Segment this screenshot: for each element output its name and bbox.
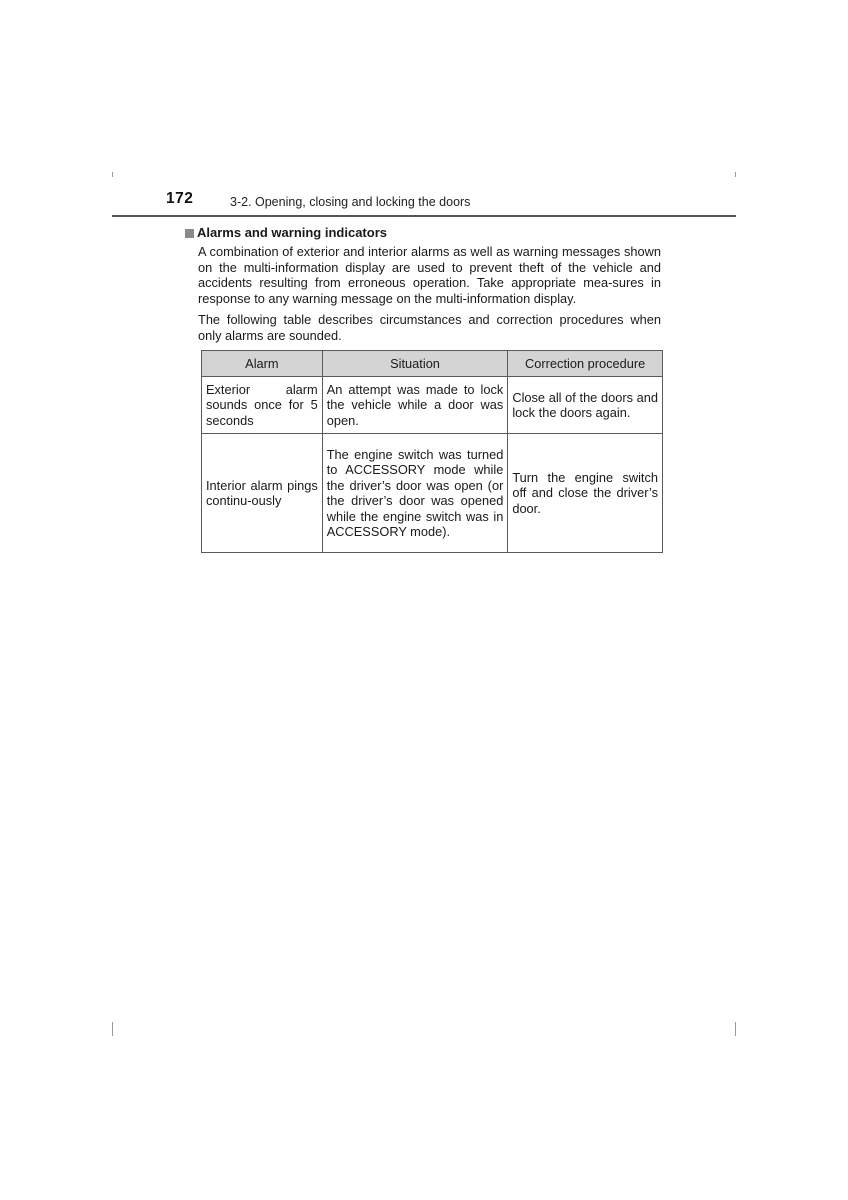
table-intro-paragraph: The following table describes circumstances and correction procedures when only alarms are sounded. bbox=[198, 312, 661, 343]
cell-correction: Close all of the doors and lock the doors again. bbox=[508, 377, 663, 434]
square-bullet-icon bbox=[185, 229, 194, 238]
cell-correction: Turn the engine switch off and close the driver’s door. bbox=[508, 434, 663, 553]
crop-mark-bottom-right bbox=[735, 1022, 736, 1036]
table-header-row bbox=[202, 351, 663, 377]
crop-mark-top-right bbox=[735, 172, 736, 177]
cell-alarm: Exterior alarm sounds once for 5 seconds bbox=[202, 377, 323, 434]
cell-alarm: Interior alarm pings continu-ously bbox=[202, 434, 323, 553]
section-heading-text: Alarms and warning indicators bbox=[197, 225, 387, 240]
header-alarm: Alarm bbox=[202, 351, 323, 377]
header-correction-procedure: Correction procedure bbox=[508, 351, 663, 377]
header-divider bbox=[112, 215, 736, 217]
header-situation: Situation bbox=[322, 351, 508, 377]
cell-situation: An attempt was made to lock the vehicle while a door was open. bbox=[322, 377, 508, 434]
table-row bbox=[202, 377, 663, 434]
crop-mark-top-left bbox=[112, 172, 113, 177]
chapter-title: 3-2. Opening, closing and locking the doors bbox=[230, 195, 471, 209]
page-number: 172 bbox=[166, 190, 194, 207]
alarm-table bbox=[201, 350, 663, 553]
table-row bbox=[202, 434, 663, 553]
cell-situation: The engine switch was turned to ACCESSORY mode while the driver’s door was open (or the driver’s door was opened while the engine switch was in ACCESSORY mode). bbox=[322, 434, 508, 553]
intro-paragraph: A combination of exterior and interior alarms as well as warning messages shown on the multi-information display are used to prevent theft of the vehicle and accidents resulting from erroneous operation. Take appropriate mea-sures in response to any warning message on the multi-information display. bbox=[198, 244, 661, 306]
crop-mark-bottom-left bbox=[112, 1022, 113, 1036]
section-heading bbox=[185, 225, 661, 241]
alarms-section bbox=[185, 225, 661, 343]
